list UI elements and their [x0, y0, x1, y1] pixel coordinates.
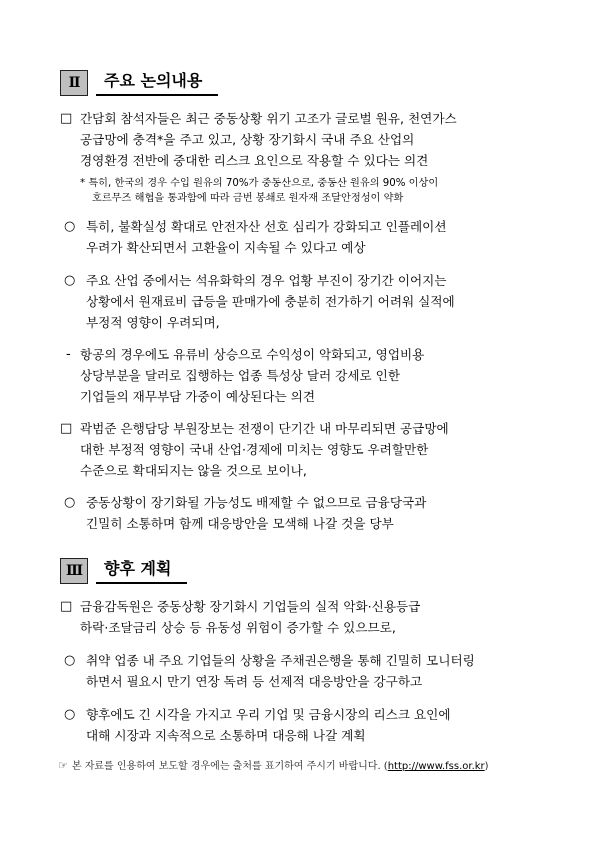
footnote-line: 호르무즈 해협을 통과함에 따라 금번 봉쇄로 원자재 조달안정성이 약화	[92, 193, 404, 204]
paragraph-deputy-governor	[80, 418, 538, 481]
paragraph-petrochemical	[86, 270, 538, 333]
paragraph-participants	[80, 108, 538, 171]
section-3-number: Ⅲ	[60, 558, 88, 584]
section-2-number: Ⅱ	[60, 70, 88, 96]
circle-bullet: ○	[64, 707, 76, 722]
text-line: 금융감독원은 중동상황 장기화시 기업들의 실적 악화·신용등급	[80, 599, 421, 614]
text-line: 하락·조달금리 상승 등 유동성 위험이 증가할 수 있으므로,	[80, 620, 396, 635]
circle-bullet: ○	[64, 273, 76, 288]
paragraph-monitoring	[86, 650, 538, 692]
text-line: 대해 시장과 지속적으로 소통하며 대응해 나갈 계획	[86, 728, 366, 743]
text-line: 상당부분을 달러로 집행하는 업종 특성상 달러 강세로 인한	[80, 368, 400, 383]
text-line: 부정적 영향이 우려되며,	[86, 315, 220, 330]
section-3-header	[60, 558, 187, 584]
text-line: 하면서 필요시 만기 연장 독려 등 선제적 대응방안을 강구하고	[86, 674, 423, 689]
square-bullet: □	[60, 111, 73, 126]
section-3-title: 향후 계획	[96, 558, 187, 584]
square-bullet: □	[60, 421, 73, 436]
paragraph-uncertainty	[86, 216, 538, 258]
footer-text: 본 자료를 인용하여 보도할 경우에는 출처를 표기하여 주시기 바랍니다. (	[71, 761, 388, 772]
footer-note	[58, 757, 489, 772]
pointing-hand-icon: ☞	[58, 759, 68, 772]
text-line: 공급망에 충격*을 주고 있고, 상황 장기화시 국내 주요 산업의	[80, 132, 415, 147]
text-line: 중동상황이 장기화될 가능성도 배제할 수 없으므로 금융당국과	[86, 495, 427, 510]
text-line: 대한 부정적 영향이 국내 산업·경제에 미치는 영향도 우려할만한	[80, 442, 429, 457]
text-line: 상황에서 원재료비 급등을 판매가에 충분히 전가하기 어려워 실적에	[86, 294, 455, 309]
section-2-title: 주요 논의내용	[96, 70, 218, 96]
paragraph-cooperation	[86, 492, 538, 534]
dash-bullet: -	[66, 347, 71, 362]
fss-website-link[interactable]: http://www.fss.or.kr	[387, 761, 485, 772]
text-line: 기업들의 재무부담 가중이 예상된다는 의견	[80, 389, 315, 404]
footer-close-paren: )	[484, 761, 489, 772]
text-line: 경영환경 전반에 중대한 리스크 요인으로 작용할 수 있다는 의견	[80, 153, 429, 168]
circle-bullet: ○	[64, 219, 76, 234]
square-bullet: □	[60, 599, 73, 614]
paragraph-aviation	[80, 344, 538, 407]
text-line: 주요 산업 중에서는 석유화학의 경우 업황 부진이 장기간 이어지는	[86, 273, 447, 288]
paragraph-fss-plan	[80, 596, 538, 638]
footnote	[80, 176, 438, 206]
text-line: 향후에도 긴 시각을 가지고 우리 기업 및 금융시장의 리스크 요인에	[86, 707, 451, 722]
text-line: 우려가 확산되면서 고환율이 지속될 수 있다고 예상	[86, 240, 366, 255]
footnote-line: * 특히, 한국의 경우 수입 원유의 70%가 중동산으로, 중동산 원유의 90% 이상이	[80, 178, 439, 189]
circle-bullet: ○	[64, 495, 76, 510]
paragraph-communication	[86, 704, 538, 746]
text-line: 취약 업종 내 주요 기업들의 상황을 주채권은행을 통해 긴밀히 모니터링	[86, 653, 475, 668]
circle-bullet: ○	[64, 653, 76, 668]
section-2-header	[60, 70, 218, 96]
text-line: 간담회 참석자들은 최근 중동상황 위기 고조가 글로벌 원유, 천연가스	[80, 111, 457, 126]
text-line: 특히, 불확실성 확대로 안전자산 선호 심리가 강화되고 인플레이션	[86, 219, 447, 234]
text-line: 긴밀히 소통하며 함께 대응방안을 모색해 나갈 것을 당부	[86, 516, 394, 531]
text-line: 곽범준 은행담당 부원장보는 전쟁이 단기간 내 마무리되면 공급망에	[80, 421, 449, 436]
text-line: 항공의 경우에도 유류비 상승으로 수익성이 악화되고, 영업비용	[80, 347, 425, 362]
text-line: 수준으로 확대되지는 않을 것으로 보이나,	[80, 463, 307, 478]
